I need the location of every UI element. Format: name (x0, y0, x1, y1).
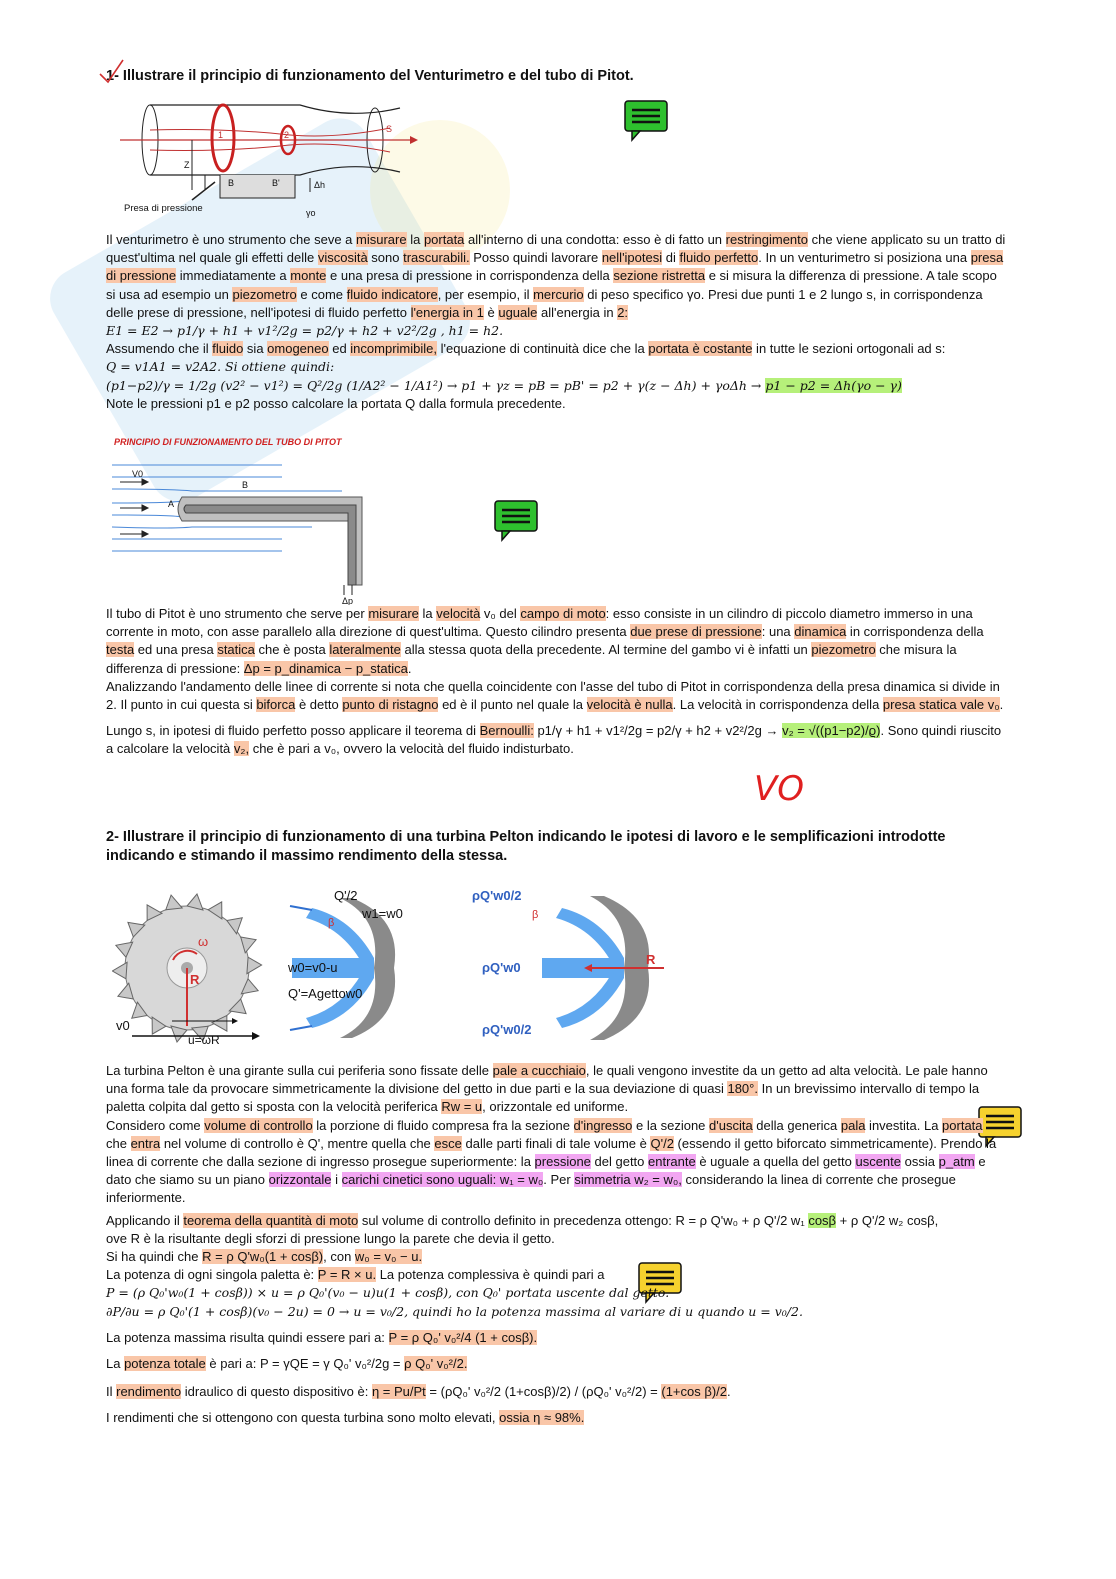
pressure-note: Note le pressioni p1 e p2 posso calcolare la portata Q dalla formula precedente. (106, 395, 566, 411)
text-run: . (727, 1384, 731, 1400)
highlighted-text: misurare (356, 232, 407, 247)
text-run: di (662, 250, 680, 266)
total-power-text (106, 1355, 1006, 1373)
pelton-beta: β (328, 917, 335, 929)
highlighted-text: fluido indicatore (346, 286, 438, 302)
text-run: , orizzontale ed uniforme. (482, 1099, 629, 1115)
text-run: p1/γ + h1 + v1²/2g = p2/γ + h2 + v2²/2g → (533, 723, 783, 739)
highlighted-text: P = ρ Q₀' v₀²/4 (1 + cosβ). (388, 1329, 538, 1345)
pelton-w0: w0=v0-u (288, 960, 338, 975)
efficiency-text (106, 1383, 1006, 1401)
pelton-u: u=ωR (188, 1033, 220, 1047)
text-run: e si misura la differenza di pressione. A tale scopo si usa ad esempio un (106, 268, 997, 302)
text-run: , le quali vengono investite da un getto ad alta velocità. Le pale hanno una forma tale da provocare simmetricamente la divisione del getto in due parti e la sua deviazione di quasi (106, 1063, 988, 1097)
pelton-w1: w1=w0 (362, 906, 403, 921)
text-run: la (418, 606, 437, 621)
text-run: sul volume di controllo definito in precedenza ottengo: R = ρ Q'w₀ + ρ Q'/2 w₁ (358, 1212, 809, 1228)
text-run: I rendimenti che si ottengono con questa turbina sono molto elevati, (106, 1410, 500, 1426)
power-paddle-text (106, 1266, 1006, 1284)
text-run: considerando la linea di corrente che prosegue inferiormente. (106, 1172, 956, 1206)
text-run: La potenza complessiva è quindi pari a (376, 1267, 605, 1283)
text-run: v₀ del (480, 606, 521, 621)
highlighted-text: Q'/2 (650, 1135, 674, 1151)
venturi-description (106, 231, 1006, 322)
highlighted-text: l'energia in 1 (410, 304, 484, 320)
pitot-label-dp: Δp (342, 596, 354, 605)
svg-text:VO: VO (754, 769, 805, 808)
highlighted-text: portata è costante (648, 341, 753, 357)
pitot-stagnation-text (106, 678, 1006, 714)
pitot-figure-title: PRINCIPIO DI FUNZIONAMENTO DEL TUBO DI PITOT (114, 437, 342, 447)
text-run: idraulico di questo dispositivo è: (181, 1384, 372, 1400)
text-run: . In un venturimetro si posiziona una (758, 250, 971, 266)
highlighted-text: omogeneo (267, 341, 329, 357)
text-run: Considero come (106, 1117, 205, 1133)
text-run: e la sezione (632, 1117, 710, 1133)
highlighted-text: velocità è nulla (586, 697, 673, 713)
pelton-beta2: β (532, 909, 539, 921)
highlighted-text: trascurabili. (403, 250, 470, 266)
text-run: i (331, 1172, 342, 1188)
highlighted-text: presa statica vale v₀ (882, 697, 1000, 713)
pelton-qa: Q'=Agettow0 (288, 986, 363, 1001)
comment-icon[interactable] (624, 100, 668, 142)
text-run: del getto (590, 1154, 649, 1170)
text-run: che è pari a v₀, ovvero la velocità del fluido indisturbato. (249, 741, 574, 757)
highlighted-text: pressione (534, 1154, 591, 1170)
pelton-radius: R (190, 972, 200, 987)
text-run: Assumendo che il (106, 341, 213, 357)
text-run: = (ρQ₀' v₀²/2 (1+cosβ)/2) / (ρQ₀' v₀²/2) = (425, 1384, 662, 1400)
highlighted-text: p_atm (938, 1154, 975, 1170)
highlighted-text: esce (434, 1135, 462, 1151)
highlighted-text: sezione ristretta (613, 268, 706, 284)
text-run: che è posta (254, 642, 330, 658)
highlighted-text: viscosità (317, 250, 368, 266)
text-run: Applicando il (106, 1212, 184, 1228)
text-run: di peso specifico γo. Presi due punti 1 e 2 lungo s, in corrispondenza delle prese di pressione, nell'ipotesi di fluido perfetto (106, 286, 983, 320)
highlighted-text: Δp = p_dinamica − p_statica (243, 660, 408, 676)
venturi-label-gamma: γo (306, 208, 316, 218)
highlighted-text: carichi cinetici sono uguali: w₁ = w₀ (341, 1172, 544, 1188)
highlighted-text: entrante (648, 1154, 696, 1170)
text-run: + ρ Q'/2 w₂ cosβ, (836, 1212, 939, 1228)
text-run: l'equazione di continuità dice che la (437, 341, 649, 357)
text-run: ed una presa (134, 642, 218, 658)
highlighted-text: entra (130, 1135, 161, 1151)
highlighted-text: teorema della quantità di moto (183, 1212, 359, 1228)
pelton-omega: ω (198, 934, 209, 949)
highlighted-text: piezometro (811, 642, 876, 658)
text-run: La (106, 1356, 125, 1372)
text-run: ossia (901, 1154, 939, 1170)
highlighted-text: fluido (212, 341, 244, 357)
pelton-figure (112, 888, 672, 1048)
text-run: nel volume di controllo è Q', mentre quella che (160, 1135, 435, 1151)
text-run: la (406, 232, 424, 247)
highlighted-text: lateralmente (329, 642, 401, 658)
text-run: Lungo s, in ipotesi di fluido perfetto posso applicare il teorema di (106, 723, 480, 739)
highlighted-text: rendimento (116, 1384, 182, 1400)
highlighted-text: statica (217, 642, 255, 658)
venturi-label-1: 1 (218, 130, 224, 140)
highlighted-text: campo di moto (520, 606, 606, 621)
highlighted-text: pala (840, 1117, 866, 1133)
highlighted-text: cosβ (808, 1212, 837, 1228)
venturi-label-z: Z (184, 160, 190, 170)
text-run: in corrispondenza della (846, 624, 984, 640)
highlighted-text: (1+cos β)/2 (661, 1384, 728, 1400)
highlighted-text: uscente (855, 1154, 902, 1170)
highlighted-text: orizzontale (268, 1172, 332, 1188)
highlighted-text: restringimento (725, 232, 809, 247)
highlighted-text: P = R × u. (317, 1267, 377, 1283)
highlighted-text: velocità (436, 606, 481, 621)
control-volume-text (106, 1117, 1006, 1208)
highlighted-text: R = ρ Q'w₀(1 + cosβ) (202, 1249, 324, 1265)
text-run: la porzione di fluido compresa fra la sezione (312, 1117, 574, 1133)
text-run: . La velocità in corrispondenza della (672, 697, 883, 713)
handwritten-annotation (752, 768, 832, 808)
highlighted-text: potenza totale (124, 1356, 206, 1372)
highlighted-text: biforca (256, 697, 296, 713)
text-run: in tutte le sezioni ortogonali ad s: (752, 341, 946, 357)
text-run: è detto (295, 697, 343, 713)
highlighted-text: η = Pu/Pt (371, 1384, 426, 1400)
pelton-force-top: ρQ'w0/2 (472, 888, 522, 903)
text-run: Posso quindi lavorare (469, 250, 602, 266)
equation-energy: E1 = E2 → p1/γ + h1 + v1²/2g = p2/γ + h2 + v2²/2g , h1 = h2. (106, 323, 504, 339)
text-run: La turbina Pelton è una girante sulla cui periferia sono fissate delle (106, 1063, 493, 1078)
section2-title: 2- Illustrare il principio di funzionamento di una turbina Pelton indicando le ipotesi di lavoro e le semplificazioni introdotte indicando e stimando il massimo rendimento della stessa. (106, 829, 946, 864)
section1-title: 1- Illustrare il principio di funzionamento del Venturimetro e del tubo di Pitot. (106, 68, 634, 84)
efficiency-conclusion (106, 1409, 1006, 1427)
highlighted-text: v₂, (233, 741, 250, 757)
highlighted-text: 180°. (727, 1081, 758, 1097)
text-run: : una (761, 624, 795, 640)
pitot-label-v0: V0 (132, 469, 144, 479)
section1-paragraph-2 (106, 605, 1006, 759)
pelton-q2: Q'/2 (334, 888, 358, 903)
text-run: (essendo il getto biforcato simmetricamente). Prendo la linea di corrente che dalla sezione di ingresso prosegue superiormente: la (106, 1135, 997, 1170)
venturi-label-2: 2 (284, 130, 290, 140)
text-run: . (999, 697, 1004, 713)
resultant-formula (106, 1248, 1006, 1266)
venturi-label-b2: B' (272, 178, 280, 188)
highlighted-text: volume di controllo (204, 1117, 313, 1133)
text-run: ed è il punto nel quale la (438, 697, 587, 713)
text-run: e dato che siamo su un piano (106, 1154, 986, 1188)
text-run: Analizzando l'andamento delle linee di corrente si nota che quella coincidente con l'asse del tubo di Pitot in corrispondenza della presa dinamica si divide in 2. Il punto in cui questa si (106, 678, 1000, 713)
text-run: : esso consiste in un cilindro di piccolo diametro immerso in una corrente in moto, con asse parallelo alla direzione di quest'ultima. Questo cilindro presenta (106, 606, 973, 640)
equation-power: P = (ρ Q₀'w₀(1 + cosβ)) × u = ρ Q₀'(v₀ − u)u(1 + cosβ), con Q₀' portata uscente dal getto. (106, 1285, 670, 1301)
highlighted-text: misurare (368, 606, 419, 621)
text-run: Si ha quindi che (106, 1249, 203, 1265)
venturi-caption: Presa di pressione (124, 203, 203, 214)
text-run: che (106, 1135, 131, 1151)
text-run: alla stessa quota della precedente. Al termine del gambo vi è infatti un (400, 642, 812, 658)
highlighted-text: dinamica (794, 624, 847, 640)
highlighted-text: testa (106, 642, 135, 658)
resultant-note: ove R è la risultante degli sforzi di pressione lungo la parete che devia il getto. (106, 1230, 555, 1246)
text-run: e una presa di pressione in corrispondenza della (326, 268, 614, 284)
text-run: La potenza massima risulta quindi essere pari a: (106, 1329, 389, 1345)
highlighted-text: due prese di pressione (630, 624, 762, 640)
text-run: è pari a: P = γQE = γ Q₀' v₀²/2g = (205, 1356, 405, 1372)
highlighted-text: w₀ = v₀ − u. (354, 1249, 423, 1265)
highlighted-text: presa di pressione (106, 250, 1004, 284)
venturi-label-s: S (386, 124, 393, 134)
max-power-text (106, 1329, 1006, 1347)
comment-icon[interactable] (494, 500, 538, 542)
highlighted-text: ρ Q₀' v₀²/2. (404, 1356, 468, 1372)
equation-derivative: ∂P/∂u = ρ Q₀'(1 + cosβ)(v₀ − 2u) = 0 → u = v₀/2, quindi ho la potenza massima al variare di u quando u = v₀/2. (106, 1303, 803, 1319)
text-run: , con (323, 1249, 355, 1265)
highlighted-text: monte (290, 268, 327, 284)
pitot-description (106, 605, 1006, 678)
pitot-bernoulli-text (106, 722, 1006, 758)
text-run: . Per (543, 1172, 575, 1188)
highlighted-text: ossia η ≈ 98%. (499, 1410, 585, 1426)
text-run: dalle parti finali di tale volume è (461, 1135, 651, 1151)
venturi-figure (120, 100, 420, 220)
text-run: . (407, 660, 412, 676)
pelton-force-bot: ρQ'w0/2 (482, 1022, 532, 1037)
equation-result: p1 − p2 = Δh(γo − γ) (765, 377, 902, 393)
text-run: immediatamente a (176, 268, 291, 284)
highlighted-text: portata (942, 1117, 983, 1133)
text-run: è (483, 304, 499, 320)
momentum-text (106, 1212, 1006, 1230)
highlighted-text: punto di ristagno (342, 697, 439, 713)
pelton-force-mid: ρQ'w0 (482, 960, 521, 975)
highlighted-text: Bernoulli: (479, 723, 534, 739)
text-run: Il (106, 1384, 117, 1400)
pelton-v0: v0 (116, 1018, 130, 1033)
text-run: Il tubo di Pitot è uno strumento che serve per (106, 606, 369, 621)
equation-continuity: Q = v1A1 = v2A2. Si ottiene quindi: (106, 359, 335, 375)
highlighted-text: pale a cucchiaio (492, 1063, 586, 1078)
text-run: all'interno di una condotta: esso è di fatto un (464, 232, 726, 247)
highlighted-text: v₂ = √((p1−p2)/ϱ) (782, 723, 881, 739)
text-run: che viene applicato su un tratto di quest'ultima nel quale gli effetti delle (106, 232, 1006, 266)
text-run: . Sono quindi riuscito a calcolare la velocità (106, 723, 1002, 757)
highlighted-text: 2: (617, 304, 629, 320)
pitot-label-b: B (242, 480, 249, 490)
text-run: sia (243, 341, 268, 357)
section1-paragraph-1 (106, 231, 1006, 413)
equation-pressure: (p1−p2)/γ = 1/2g (v2² − v1²) = Q²/2g (1/A2² − 1/A1²) → p1 + γz = pB = pB' = p2 + γ(z − Δh) + γoΔh → p1 − p2 = Δh(γo − γ) (106, 377, 902, 393)
text-run: , per esempio, il (437, 286, 534, 302)
highlighted-text: nell'ipotesi (601, 250, 663, 266)
text-run: della generica (752, 1117, 841, 1133)
text-run: all'energia in (537, 304, 618, 320)
text-run: La potenza di ogni singola paletta è: (106, 1267, 318, 1283)
venturi-label-b: B (228, 178, 235, 188)
text-run: investita. La (865, 1117, 943, 1133)
text-run: che misura la differenza di pressione: (106, 642, 957, 676)
highlighted-text: piezometro (232, 286, 297, 302)
text-run: e come (296, 286, 347, 302)
highlighted-text: Rw = u (441, 1099, 483, 1115)
highlighted-text: portata (423, 232, 465, 247)
text-run: è uguale a quella del getto (695, 1154, 856, 1170)
text-run: sono (367, 250, 404, 266)
pelton-description (106, 1062, 1006, 1117)
highlighted-text: d'uscita (709, 1117, 753, 1133)
continuity-text (106, 340, 1006, 358)
highlighted-text: fluido perfetto (679, 250, 759, 266)
section2-body (106, 1062, 1006, 1428)
highlighted-text: d'ingresso (573, 1117, 633, 1133)
highlighted-text: incomprimibile, (350, 341, 437, 357)
highlighted-text: mercurio (533, 286, 584, 302)
venturi-label-dh: Δh (314, 180, 326, 190)
highlighted-text: simmetria w₂ = w₀, (574, 1172, 682, 1188)
pitot-figure (112, 455, 372, 605)
pelton-resultant: R (646, 952, 656, 967)
checkmark-icon (96, 56, 126, 86)
text-run: Il venturimetro è uno strumento che seve a (106, 232, 357, 247)
text-run: In un brevissimo intervallo di tempo la paletta colpita dal getto si sposta con la velocità periferica (106, 1081, 980, 1115)
highlighted-text: uguale (498, 304, 538, 320)
text-run: ed (328, 341, 351, 357)
pitot-label-a: A (168, 499, 175, 509)
